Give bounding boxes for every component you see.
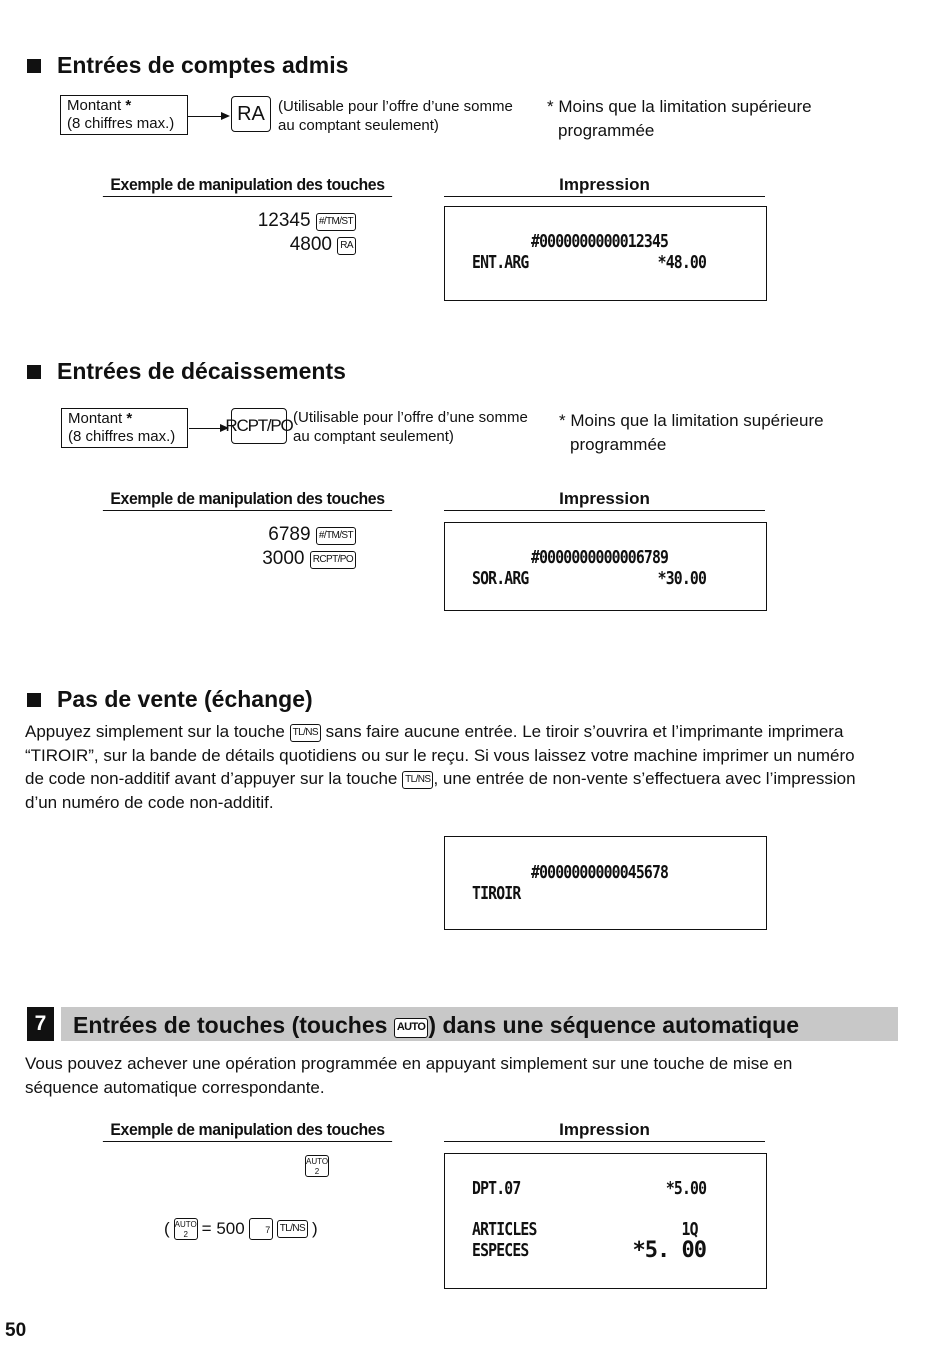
- auto-key: AUTO: [394, 1018, 429, 1038]
- para-text: séquence automatique correspondante.: [25, 1077, 325, 1097]
- print-header: Impression: [444, 175, 765, 197]
- receipt-amount: *5.00: [665, 1178, 706, 1199]
- section-title-auto: [73, 1012, 799, 1039]
- section-title-comptes: [27, 52, 348, 79]
- tlns-key: TL/NS: [402, 771, 433, 789]
- para-text: “TIROIR”, sur la bande de détails quotidiens ou sur le reçu. Si vous laissez votre machine imprimer un numéro: [25, 745, 855, 765]
- dept-7-key: 7: [249, 1218, 273, 1240]
- auto-key-top: AUTO: [306, 1157, 329, 1166]
- title-text: ) dans une séquence automatique: [428, 1012, 800, 1038]
- bullet-square-icon: [27, 59, 41, 73]
- title-text: Entrées de touches (touches: [73, 1012, 394, 1038]
- section-title-pasdevente-text: Pas de vente (échange): [57, 686, 313, 712]
- sequence-amount: = 500: [201, 1219, 245, 1238]
- para-text: , une entrée de non-vente s’effectuera avec l’impression: [433, 769, 856, 788]
- page-number: 50: [5, 1320, 27, 1341]
- amount-input-box-comptes: [60, 95, 188, 135]
- entry-number: 4800: [289, 234, 333, 255]
- para-text: Vous pouvez achever une opération programmée en appuyant simplement sur une touche de mise en: [25, 1054, 793, 1073]
- tmst-key: #/TM/ST: [316, 213, 356, 231]
- entry-number: 12345: [257, 210, 311, 231]
- receipt-amount: *48.00: [657, 252, 706, 273]
- example-header: Exemple de manipulation des touches: [103, 1120, 392, 1142]
- ra-key: [231, 96, 271, 132]
- limit-note-line: programmée: [558, 121, 655, 140]
- print-header: Impression: [444, 1120, 765, 1142]
- receipt-label: ENT.ARG: [472, 252, 529, 273]
- receipt-pasdevente: [444, 836, 767, 930]
- example-header: Exemple de manipulation des touches: [103, 175, 392, 197]
- rcpt-po-key-label: RCPT/PO: [225, 416, 293, 435]
- para-text: d’un numéro de code non-additif.: [25, 792, 274, 812]
- section-title-decaissements: [27, 358, 346, 385]
- amount-limit-label: (8 chiffres max.): [68, 428, 176, 445]
- limit-note-line: programmée: [570, 435, 667, 454]
- receipt-comptes: [444, 206, 767, 301]
- limit-note-comptes: [547, 95, 812, 143]
- entry-number: 6789: [268, 524, 311, 545]
- receipt-label: ARTICLES: [472, 1219, 537, 1240]
- usage-note-line: (Utilisable pour l’offre d’une somme: [278, 98, 513, 115]
- print-header: Impression: [444, 489, 765, 511]
- receipt-code-line: #0000000000006789: [531, 547, 669, 568]
- usage-note-comptes: [278, 97, 513, 135]
- bullet-square-icon: [27, 693, 41, 707]
- section-title-comptes-text: Entrées de comptes admis: [57, 52, 349, 78]
- limit-note-decaissements: [559, 409, 824, 457]
- para-text: de code non-additif avant d’appuyer sur la touche: [25, 769, 403, 788]
- amount-input-box-decaissements: [61, 408, 188, 448]
- amount-label: Montant: [67, 97, 122, 114]
- rcpt-po-key-small: RCPT/PO: [310, 551, 356, 569]
- section-number-badge: [27, 1007, 54, 1041]
- key-sequence-decaissements: [200, 523, 356, 571]
- pasdevente-paragraph: [25, 720, 925, 814]
- entry-number: 3000: [262, 548, 305, 569]
- arrow-right-icon: [188, 116, 228, 117]
- asterisk: *: [126, 410, 133, 427]
- ra-key-small: RA: [337, 237, 356, 255]
- usage-note-decaissements: [293, 408, 528, 446]
- asterisk: *: [125, 97, 132, 114]
- ra-key-label: RA: [237, 102, 265, 125]
- auto-2-key: [174, 1218, 198, 1240]
- receipt-count: 1Q: [681, 1219, 698, 1240]
- para-text: Appuyez simplement sur la touche: [25, 722, 290, 741]
- rcpt-po-key: [225, 408, 293, 444]
- key-sequence-comptes: [200, 209, 356, 257]
- para-text: sans faire aucune entrée. Le tiroir s’ouvrira et l’imprimante imprimera: [320, 722, 844, 741]
- receipt-total: *5. 00: [632, 1238, 706, 1263]
- section-number: 7: [34, 1012, 47, 1035]
- usage-note-line: (Utilisable pour l’offre d’une somme: [293, 409, 528, 426]
- auto-key-top: AUTO: [174, 1220, 197, 1229]
- tmst-key: #/TM/ST: [316, 527, 356, 545]
- bullet-square-icon: [27, 365, 41, 379]
- limit-note-line: * Moins que la limitation supérieure: [559, 411, 824, 430]
- auto-paragraph: [25, 1052, 925, 1099]
- section-title-decaissements-text: Entrées de décaissements: [57, 358, 346, 384]
- receipt-code-line: #0000000000045678: [531, 862, 669, 883]
- amount-label: Montant: [68, 410, 123, 427]
- auto-key-bottom: 2: [183, 1230, 188, 1239]
- auto-2-key: [305, 1155, 329, 1177]
- receipt-amount: *30.00: [657, 568, 706, 589]
- usage-note-line: au comptant seulement): [278, 117, 439, 134]
- tlns-key: TL/NS: [277, 1220, 308, 1238]
- auto-sequence-definition: [164, 1218, 318, 1240]
- limit-note-line: * Moins que la limitation supérieure: [547, 97, 812, 116]
- section-title-pasdevente: [27, 686, 313, 713]
- example-header: Exemple de manipulation des touches: [103, 489, 392, 511]
- receipt-auto: [444, 1153, 767, 1289]
- receipt-label: SOR.ARG: [472, 568, 529, 589]
- usage-note-line: au comptant seulement): [293, 428, 454, 445]
- amount-limit-label: (8 chiffres max.): [67, 115, 175, 132]
- paren-close: ): [312, 1219, 318, 1238]
- receipt-code-line: #0000000000012345: [531, 231, 669, 252]
- receipt-decaissements: [444, 522, 767, 611]
- paren-open: (: [164, 1219, 170, 1238]
- auto-key-bottom: 2: [314, 1167, 320, 1176]
- receipt-label: DPT.07: [472, 1178, 521, 1199]
- receipt-label: ESPECES: [472, 1240, 529, 1261]
- tlns-key: TL/NS: [290, 724, 321, 742]
- arrow-right-icon: [189, 428, 227, 429]
- receipt-label: TIROIR: [472, 883, 521, 904]
